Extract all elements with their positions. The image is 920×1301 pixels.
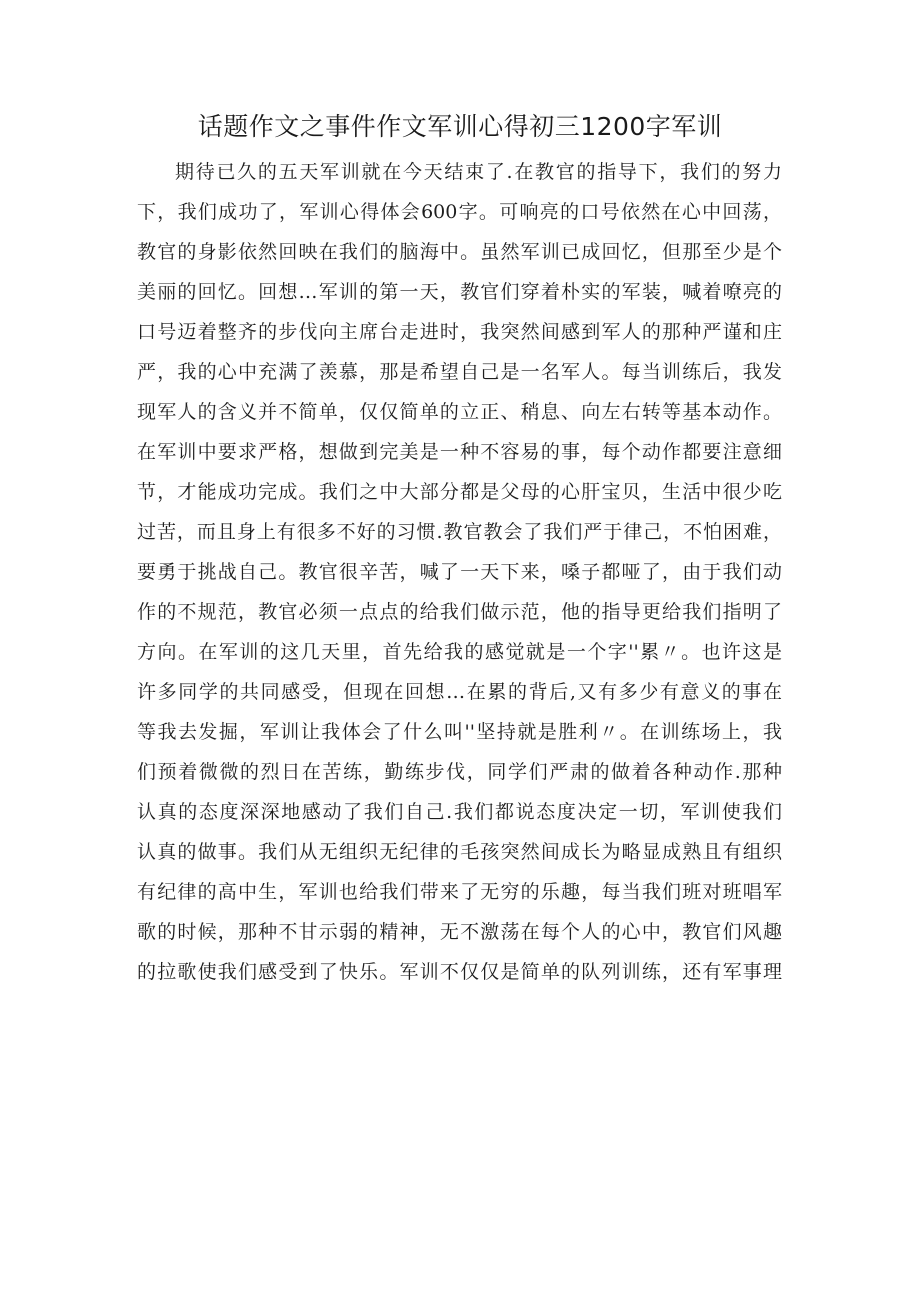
paragraph-line: 作的不规范，教官必须一点点的给我们做示范，他的指导更给我们指明了	[137, 601, 782, 623]
paragraph-line: 期待已久的五天军训就在今天结束了.在教官的指导下，我们的努力	[175, 161, 782, 183]
paragraph-line: 现军人的含义并不简单，仅仅简单的立正、稍息、向左右转等基本动作。	[137, 401, 782, 423]
paragraph-line: 们预着微微的烈日在苦练，勤练步伐，同学们严肃的做着各种动作.那种	[137, 761, 782, 783]
paragraph-line: 口号迈着整齐的步伐向主席台走进时，我突然间感到军人的那种严谨和庄	[137, 321, 782, 343]
paragraph-line: 的拉歌使我们感受到了快乐。军训不仅仅是简单的队列训练，还有军事理	[137, 961, 782, 983]
paragraph-line: 认真的态度深深地感动了我们自己.我们都说态度决定一切，军训使我们	[137, 801, 782, 823]
paragraph-line: 严，我的心中充满了羡慕，那是希望自己是一名军人。每当训练后，我发	[137, 361, 782, 383]
document-body	[137, 152, 782, 992]
paragraph-line: 许多同学的共同感受，但现在回想…在累的背后,又有多少有意义的事在	[137, 681, 782, 703]
paragraph-line: 方向。在军训的这几天里，首先给我的感觉就是一个字''累〃。也许这是	[137, 641, 782, 663]
paragraph-line: 教官的身影依然回映在我们的脑海中。虽然军训已成回忆，但那至少是个	[137, 241, 782, 263]
paragraph-line: 歌的时候，那种不甘示弱的精神，无不激荡在每个人的心中，教官们风趣	[137, 921, 782, 943]
paragraph-line: 节，才能成功完成。我们之中大部分都是父母的心肝宝贝，生活中很少吃	[137, 481, 782, 503]
paragraph-line: 下，我们成功了，军训心得体会600字。可响亮的口号依然在心中回荡，	[137, 201, 782, 223]
paragraph-line: 有纪律的高中生，军训也给我们带来了无穷的乐趣，每当我们班对班唱军	[137, 881, 782, 903]
document-title: 话题作文之事件作文军训心得初三1200字军训	[197, 112, 723, 141]
paragraph-line: 过苦，而且身上有很多不好的习惯.教官教会了我们严于律己，不怕困难，	[137, 521, 782, 543]
paragraph-line: 认真的做事。我们从无组织无纪律的毛孩突然间成长为略显成熟且有组织	[137, 841, 782, 863]
paragraph-line: 等我去发掘，军训让我体会了什么叫''坚持就是胜利〃。在训练场上，我	[137, 721, 782, 743]
paragraph-line: 要勇于挑战自己。教官很辛苦，喊了一天下来，嗓子都哑了，由于我们动	[137, 561, 782, 583]
paragraph-line: 在军训中要求严格，想做到完美是一种不容易的事，每个动作都要注意细	[137, 441, 782, 463]
paragraph-line: 美丽的回忆。回想…军训的第一天，教官们穿着朴实的军装，喊着嘹亮的	[137, 281, 782, 303]
